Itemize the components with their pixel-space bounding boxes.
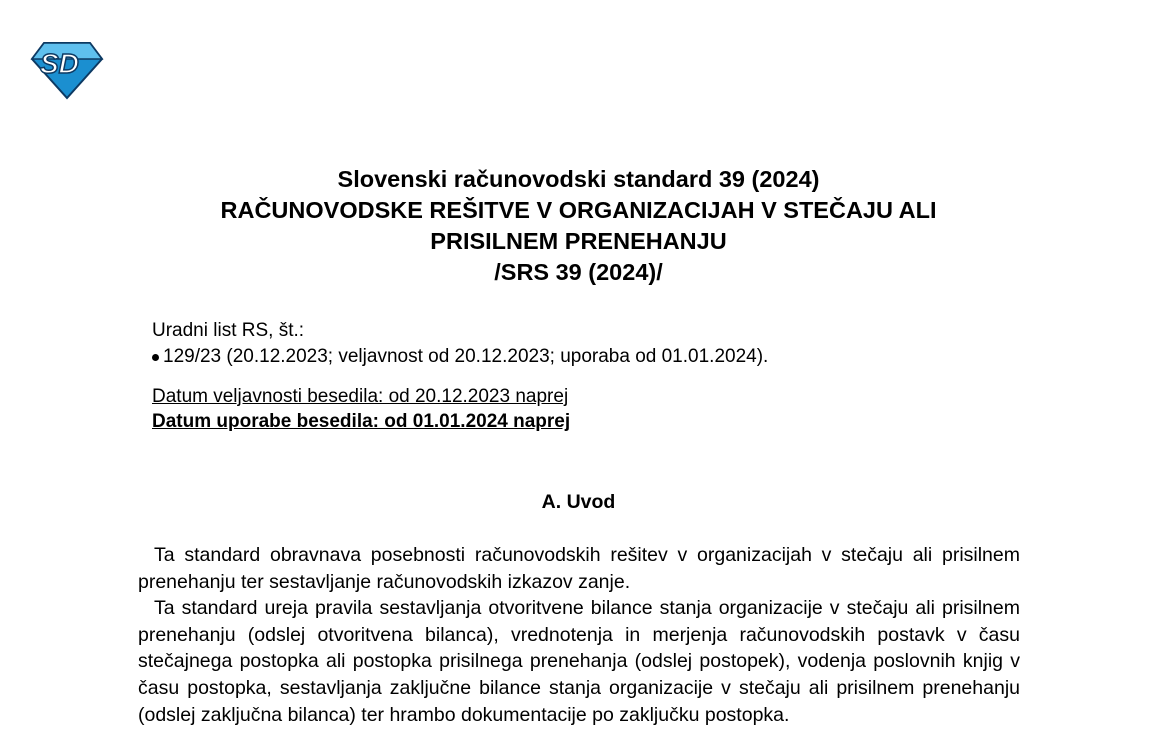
sd-logo-icon xyxy=(30,40,104,100)
title-line: RAČUNOVODSKE REŠITVE V ORGANIZACIJAH V STEČAJU ALI xyxy=(220,197,937,223)
body-text xyxy=(138,542,1020,728)
application-date: Datum uporabe besedila: od 01.01.2024 naprej xyxy=(152,411,571,432)
section-heading: A. Uvod xyxy=(541,491,616,513)
title-line: /SRS 39 (2024)/ xyxy=(494,259,663,285)
official-gazette-reference xyxy=(152,318,768,370)
svg-text:SD: SD xyxy=(40,48,79,79)
paragraph: Ta standard ureja pravila sestavljanja otvoritvene bilance stanja organizacije v stečaju ali prisilnem prenehanju (odslej otvoritvena bilanca), vrednotenja in merjenja računovodskih postavk v času stečajnega postopka ali postopka prisilnega prenehanja (odslej postopek), vodenja poslovnih knjig v času postopka, sestavljanja zaključne bilance stanja organizacije v stečaju ali prisilnem prenehanju (odslej zaključna bilanca) ter hrambo dokumentacije po zaključku postopka. xyxy=(138,597,1020,726)
bullet-icon xyxy=(152,354,159,361)
gazette-label: Uradni list RS, št.: xyxy=(152,320,305,341)
validity-dates xyxy=(152,384,570,434)
title-line: Slovenski računovodski standard 39 (2024) xyxy=(337,166,820,192)
title-line: PRISILNEM PRENEHANJU xyxy=(430,228,727,254)
gazette-entry-text: 129/23 (20.12.2023; veljavnost od 20.12.2023; uporaba od 01.01.2024). xyxy=(163,346,769,367)
validity-date: Datum veljavnosti besedila: od 20.12.2023 naprej xyxy=(152,386,569,407)
gazette-entry xyxy=(152,344,768,370)
paragraph: Ta standard obravnava posebnosti računovodskih rešitev v organizacijah v stečaju ali prisilnem prenehanju ter sestavljanje računovodskih izkazov zanje. xyxy=(138,544,1020,593)
document-title xyxy=(0,164,1157,288)
